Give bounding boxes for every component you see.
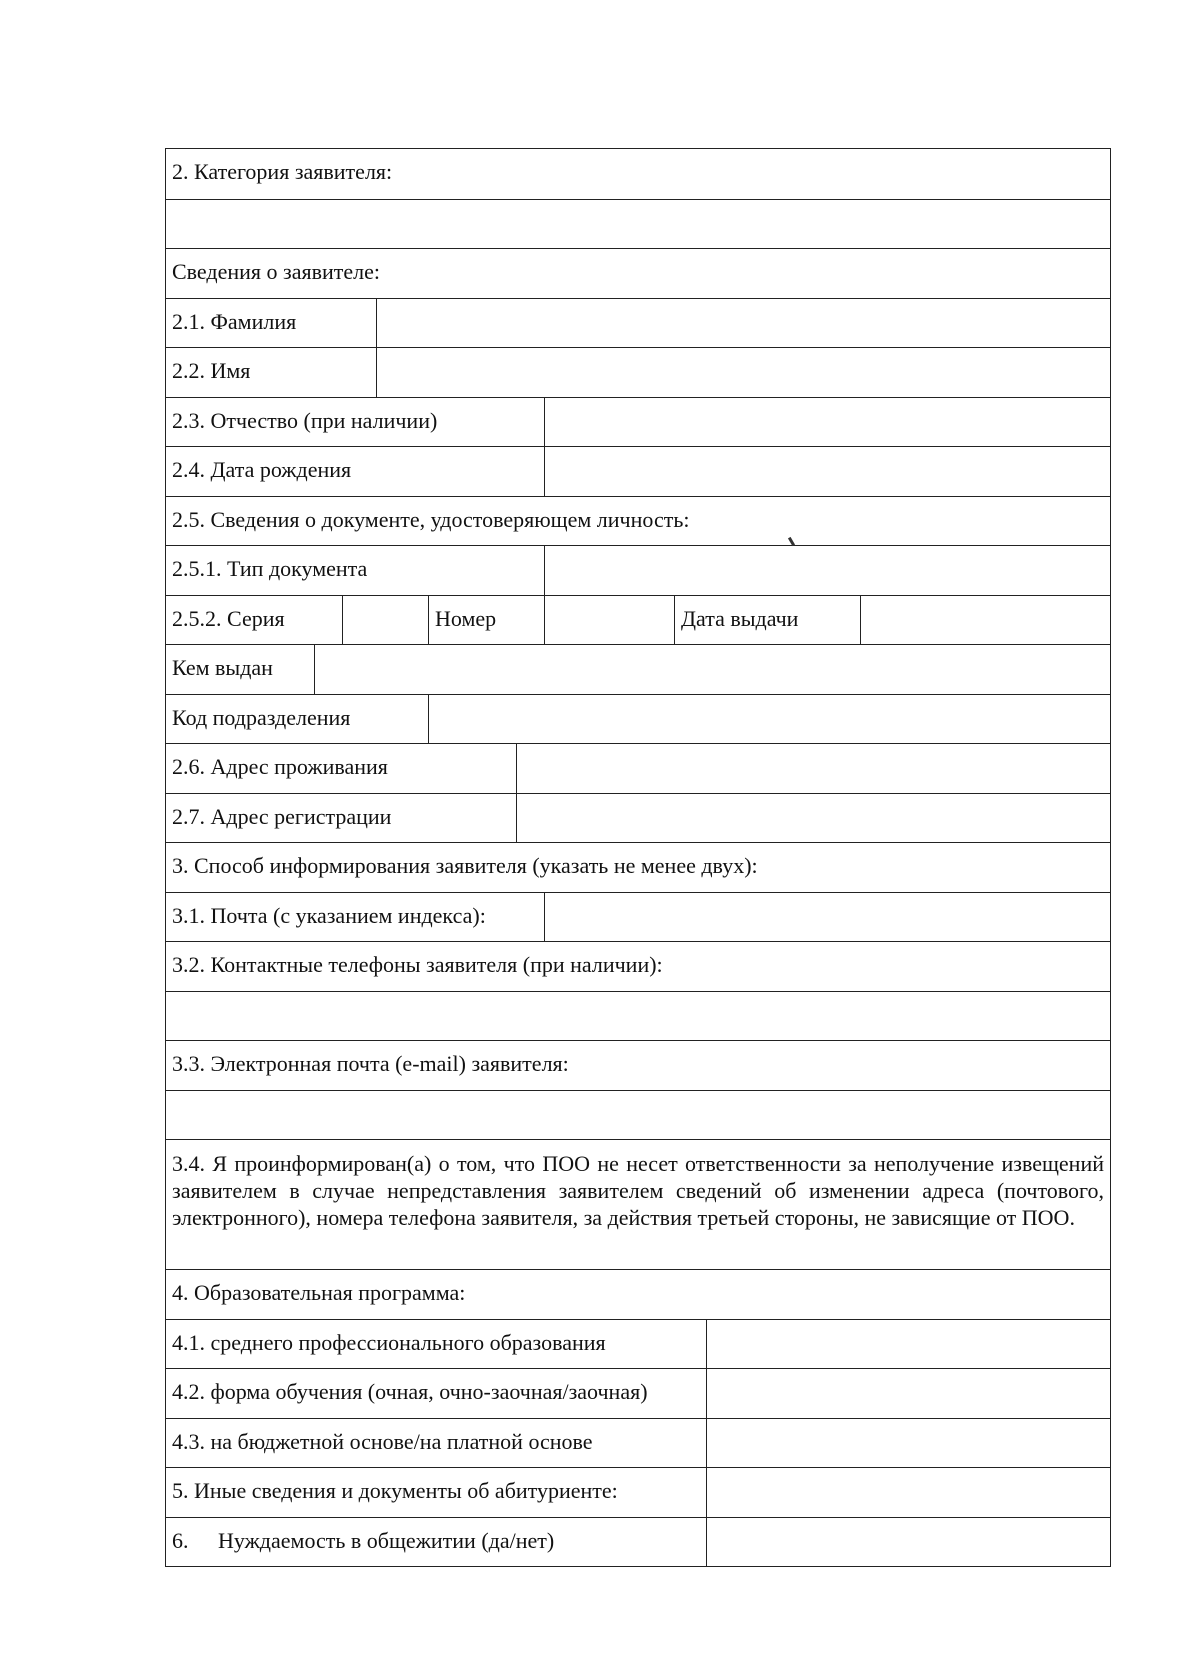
row-applicant-category — [166, 149, 1110, 199]
label-patronymic: 2.3. Отчество (при наличии) — [172, 407, 438, 433]
field-vocational-education[interactable] — [706, 1320, 1110, 1369]
row-birth-date — [166, 446, 1110, 496]
label-issued-by: Кем выдан — [172, 655, 273, 680]
row-issued-by — [166, 644, 1110, 694]
field-name[interactable] — [376, 348, 1110, 397]
label-notification-method: 3. Способ информирования заявителя (указать не менее двух): — [172, 853, 758, 878]
field-funding-basis[interactable] — [706, 1419, 1110, 1468]
label-applicant-category: 2. Категория заявителя: — [172, 159, 393, 184]
row-name — [166, 347, 1110, 397]
row-funding-basis — [166, 1418, 1110, 1468]
row-phones — [166, 941, 1110, 991]
row-surname — [166, 298, 1110, 348]
field-other-info[interactable] — [706, 1468, 1110, 1517]
dormitory-number: 6. — [172, 1527, 189, 1553]
label-phones: 3.2. Контактные телефоны заявителя (при наличии): — [172, 952, 663, 977]
label-applicant-info: Сведения о заявителе: — [172, 259, 381, 284]
label-email: 3.3. Электронная почта (e-mail) заявителя: — [172, 1051, 569, 1076]
label-education-program: 4. Образовательная программа: — [172, 1280, 466, 1305]
row-document-type — [166, 545, 1110, 595]
label-study-form: 4.2. форма обучения (очная, очно-заочная/заочная) — [172, 1379, 648, 1404]
row-vocational-education — [166, 1319, 1110, 1369]
label-registration-address: 2.7. Адрес регистрации — [172, 803, 392, 829]
field-applicant-category[interactable] — [166, 200, 1110, 249]
row-dormitory — [166, 1517, 1110, 1567]
label-birth-date: 2.4. Дата рождения — [172, 457, 352, 482]
field-birth-date[interactable] — [544, 447, 1110, 496]
field-phones[interactable] — [166, 992, 1110, 1041]
row-patronymic — [166, 397, 1110, 447]
label-number: Номер — [428, 596, 544, 645]
label-vocational-education: 4.1. среднего профессионального образования — [172, 1329, 606, 1355]
row-applicant-category-value — [166, 199, 1110, 249]
field-study-form[interactable] — [706, 1369, 1110, 1418]
dormitory-label-text: Нуждаемость в общежитии (да/нет) — [218, 1527, 555, 1553]
row-division-code — [166, 694, 1110, 744]
field-issue-date[interactable] — [860, 596, 1110, 645]
field-document-type[interactable] — [544, 546, 1110, 595]
row-applicant-info — [166, 248, 1110, 298]
field-patronymic[interactable] — [544, 398, 1110, 447]
label-name: 2.2. Имя — [172, 358, 251, 383]
field-series[interactable] — [342, 596, 428, 645]
row-email — [166, 1040, 1110, 1090]
row-study-form — [166, 1368, 1110, 1418]
label-surname: 2.1. Фамилия — [172, 308, 297, 334]
field-residence-address[interactable] — [516, 744, 1110, 793]
label-id-document: 2.5. Сведения о документе, удостоверяющем личность: — [172, 506, 690, 532]
notice-statement-text: 3.4. Я проинформирован(а) о том, что ПОО не несет ответственности за неполучение извещений заявителем в случае непредставления заявителем сведений об изменении адреса (почтового, электронного), номера телефона заявителя, за действия третьей стороны, не зависящие от ПОО. — [172, 1151, 1104, 1230]
label-other-info: 5. Иные сведения и документы об абитуриенте: — [172, 1478, 618, 1503]
row-other-info — [166, 1467, 1110, 1517]
field-registration-address[interactable] — [516, 794, 1110, 843]
label-residence-address: 2.6. Адрес проживания — [172, 754, 388, 779]
applicant-form-table — [165, 148, 1111, 1567]
field-postal-mail[interactable] — [544, 893, 1110, 942]
row-education-program — [166, 1269, 1110, 1319]
row-id-document — [166, 496, 1110, 546]
field-division-code[interactable] — [428, 695, 1110, 744]
label-funding-basis: 4.3. на бюджетной основе/на платной основе — [172, 1428, 593, 1454]
label-dormitory — [166, 1518, 706, 1567]
row-residence-address — [166, 743, 1110, 793]
field-number[interactable] — [544, 596, 674, 645]
label-document-type: 2.5.1. Тип документа — [172, 556, 368, 581]
field-email[interactable] — [166, 1091, 1110, 1140]
row-registration-address — [166, 793, 1110, 843]
field-surname[interactable] — [376, 299, 1110, 348]
row-email-value — [166, 1090, 1110, 1140]
label-issue-date: Дата выдачи — [674, 596, 860, 645]
row-postal-mail — [166, 892, 1110, 942]
field-dormitory[interactable] — [706, 1518, 1110, 1567]
row-phones-value — [166, 991, 1110, 1041]
label-series: 2.5.2. Серия — [172, 605, 285, 631]
row-notice-statement — [166, 1139, 1110, 1269]
row-series-number-date — [166, 595, 1110, 645]
row-notification-method — [166, 842, 1110, 892]
field-issued-by[interactable] — [314, 645, 1110, 694]
label-postal-mail: 3.1. Почта (с указанием индекса): — [172, 902, 486, 928]
label-division-code: Код подразделения — [172, 704, 351, 730]
